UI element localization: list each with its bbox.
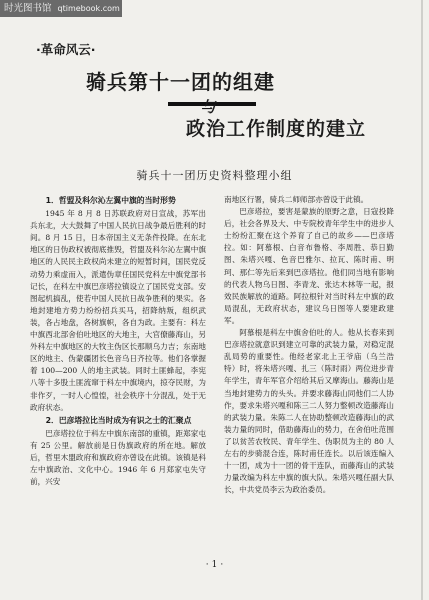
column-label: ·革命风云· <box>36 42 96 57</box>
article-title-connector: 与 <box>199 98 219 116</box>
article-title-line-2: 政治工作制度的建立 <box>186 118 367 140</box>
paragraph: 1945 年 8 月 8 日苏联政府对日宣战，苏军出兵东北，大大鼓舞了中国人民抗日战争最后胜利的时间。8 月 15 日，日本帝国主义无条件投降。在东北地区的日伪政权被彻底推毁，哲盟及科尔沁左翼中旗地区的人民民主政权尚未建立的短暂时间，国民党反动势力乘虚而入，派遣伪章任国民党科左中旗党部书记长，在科左中旗巴彦塔拉镇设立了国民党支部。安图起机搞乱，使若中国人民抗日战争胜利的果实。各地封建地方势力纷纷招兵买马，招降纳叛，组织武装，各占地盘，各树旗帜，各自为政。主要有：科左中旗西北部舍伯吐地区的大地主，大官僚藤海山，另外科左中旗地区的大牧主伪区长那顺乌力吉；东南地区的地主、伪蒙疆团长色音乌日齐拉等。他们各掌握着 100—200 人的地主武装。同时土匪蜂起，李宪八等十多股土匪流窜于科左中旗境内，掠夺民财，为非作歹，一时人心惶惶，社会秩序十分混乱，处于无政府状态。 <box>30 209 206 412</box>
paragraph: 南地区行署，骑兵二师师部亦曾设于此镇。 <box>224 195 369 204</box>
paragraph: 巴彦塔拉位于科左中旗东南部的重镇，距郑家屯有 25 公里。解放前是日伪旗政府的所在地。解放后，哲里木盟政府和旗政府亦曾设在此镇。该镇是科左中旗政治、文化中心。1946 年 6 月郑家屯失守前，兴安 <box>30 428 206 487</box>
page-number-value: 1 <box>211 560 218 570</box>
watermark-site-name: 时光图书馆 <box>4 3 52 14</box>
paragraph: 阿慕根是科左中旗舍伯吐的人。他从长春来到巴彦塔拉就意识到建立可靠的武装力量，对稳定混乱局势的重要性。他经老家北上王爷庙（乌兰浩特）时，将朱塔兴嘎、扎三（陈时雨）两位进步青年学生，青年军官介绍给其后又摩海山。藤海山是当地封建势力的头头。并要求藤海山同他们二人协作，要求朱塔兴嘎和陈三二人努力整顿改造藤海山的武装力量。朱陈二人在协助整顿改造藤海山的武装力量的同时，借助藤海山的势力，在舍伯吐范围了以贫苦农牧民、青年学生、伪职员为主的 80 人左右的步骑混合连，陈时甫任连长。以后该连编入十一团，成为十一团的骨干连队，而藤海山的武装力量改编为科左中旗的旗大队。朱塔兴嘎任副大队长，中共党员李云为政治委员。 <box>224 328 394 495</box>
watermark-url: qtimebook.com <box>57 4 120 13</box>
left-text-column <box>30 194 206 488</box>
paragraph: 巴彦塔拉，要害是蒙族的原野之意，日寇投降后，社会各界及大、中专院校青年学生中的进步人士纷纷汇聚在这个养育了自己的故乡——巴彦塔拉。如：阿慕根、白音布鲁格、李周胜、恭日勤图、朱塔兴嘎、色音巴雅尔、拉瓦、陈时甫、明珂、那仁等先后来到巴彦塔拉。他们同当地有影响的代表人物乌日图、李青龙、张达木林等一起，报效民族解放的道路。阿拉根针对当时科左中旗的政局混乱，无政府状态，建议乌日图等人要建政建军。 <box>224 207 394 325</box>
page-edge-shadow <box>421 0 423 600</box>
section-heading: 2．巴彦塔拉比当时成为有识之士的汇聚点 <box>45 415 192 425</box>
section-heading: 1．哲盟及科尔沁左翼中旗的当时形势 <box>45 196 176 205</box>
right-text-column <box>224 194 394 496</box>
page-number: · 1 · <box>205 560 224 570</box>
article-title-line-1: 骑兵第十一团的组建 <box>86 70 275 94</box>
article-author: 骑兵十一团历史资料整理小组 <box>136 169 293 182</box>
site-watermark <box>0 0 122 17</box>
